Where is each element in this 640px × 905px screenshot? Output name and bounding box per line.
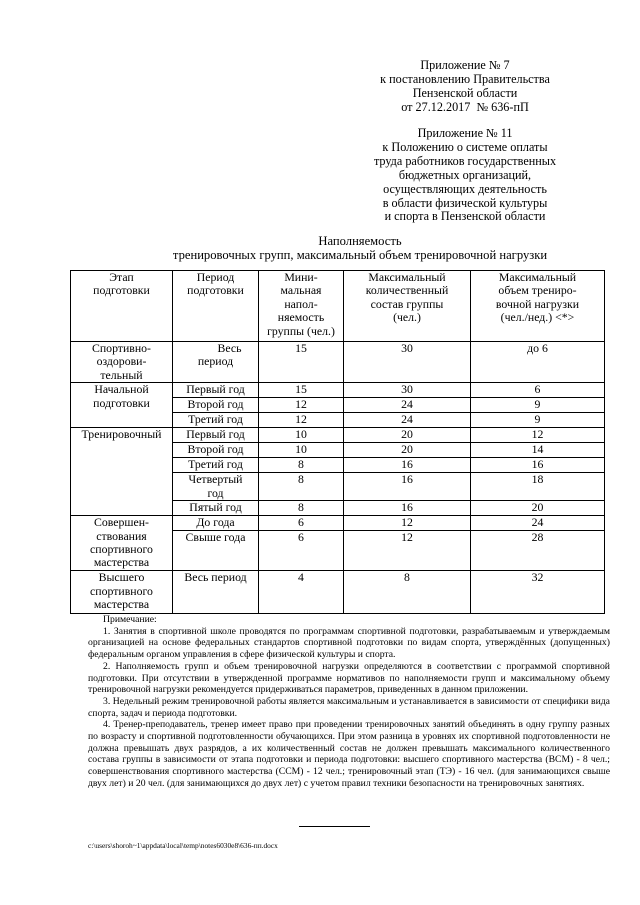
notes-section [88, 614, 610, 790]
period-cell [173, 473, 259, 501]
header2-line: труда работников государственных [373, 153, 557, 168]
period-cell [173, 342, 259, 383]
period-cell: Второй год [173, 398, 259, 413]
max-cell: 16 [344, 458, 471, 473]
header-line: (чел./нед.) <*> [500, 310, 575, 325]
header-line: Максимальный [498, 270, 577, 284]
appendix-header-1 [340, 59, 590, 115]
header1-line: от 27.12.2017 № 636-пП [401, 99, 529, 114]
stage-cell [71, 383, 173, 428]
note-item: 4. Тренер-преподаватель, тренер имеет право при проведении тренировочных занятий объединять в одну группу разных по возрасту и спортивной подготовленности обучающихся. При этом разница в уровнях их спортивной подготовленности не должна превышать двух разрядов, а их количественный состав не должен превышать максимального количественного состава группы в зависимости от этапа подготовки и периода подготовки: высшего спортивного мастерства (ВСМ) - 8 чел.; совершенствования спортивного мастерства (ССМ) - 12 чел.; тренировочный этап (ТЭ) - 16 чел. (для занимающихся свыше двух лет) и 20 чел. (для занимающихся до двух лет) с учетом правил техники безопасности на тренировочных занятиях. [88, 719, 610, 789]
table-row [71, 571, 605, 614]
min-cell: 8 [259, 458, 344, 473]
header-line: состав группы [370, 296, 444, 311]
load-cell: до 6 [471, 342, 605, 383]
header-line: Мини- [284, 270, 318, 284]
period-cell: Третий год [173, 458, 259, 473]
load-cell: 20 [471, 501, 605, 516]
max-cell: 16 [344, 501, 471, 516]
header2-line: бюджетных организаций, [398, 167, 532, 182]
header-line: мальная [280, 283, 322, 298]
load-cell: 12 [471, 428, 605, 443]
max-cell: 12 [344, 516, 471, 531]
header-line: Этап [109, 270, 134, 284]
stage-line: оздорови- [96, 354, 147, 369]
min-cell: 8 [259, 501, 344, 516]
table-row [71, 428, 605, 443]
period-cell: Первый год [173, 383, 259, 398]
header2-line: к Положению о системе оплаты [382, 139, 548, 154]
header2-line: и спорта в Пензенской области [384, 209, 546, 224]
header2-line: осуществляющих деятельность [383, 181, 547, 196]
period-cell: Первый год [173, 428, 259, 443]
stage-cell [71, 516, 173, 571]
max-cell: 30 [344, 342, 471, 383]
header1-line: Приложение № 7 [420, 58, 510, 72]
table-header-row [71, 271, 605, 342]
header-max-training-load [471, 271, 605, 342]
header1-line: к постановлению Правительства [380, 71, 550, 86]
max-cell: 20 [344, 443, 471, 458]
period-line: год [207, 485, 224, 500]
table-row [71, 383, 605, 398]
header-line: няемость [277, 310, 325, 325]
stage-line: спортивного [90, 583, 153, 598]
period-line: Четвертый [188, 472, 243, 487]
load-cell: 18 [471, 473, 605, 501]
header-line: Период [196, 270, 235, 284]
header-stage [71, 271, 173, 342]
load-cell: 16 [471, 458, 605, 473]
load-cell: 6 [471, 383, 605, 398]
stage-line: подготовки [93, 395, 150, 410]
stage-line: Совершен- [94, 515, 149, 530]
period-line: Весь [217, 341, 242, 355]
period-cell: До года [173, 516, 259, 531]
load-cell: 9 [471, 398, 605, 413]
max-cell: 24 [344, 398, 471, 413]
note-item: 3. Недельный режим тренировочной работы является максимальным и устанавливается в зависимости от специфики вида спорта, задач и периода подготовки. [88, 695, 610, 719]
stage-line: Начальной [94, 382, 149, 397]
header-max-group-size [344, 271, 471, 342]
stage-line: Тренировочный [81, 427, 162, 442]
period-cell: Пятый год [173, 501, 259, 516]
header2-line: Приложение № 11 [417, 126, 513, 140]
header-line: Максимальный [368, 270, 446, 284]
stage-line: мастерства [93, 555, 150, 570]
note-item: 2. Наполняемость групп и объем тренировочной нагрузки определяются в соответствии с программой спортивной подготовки. При отсутствии в утвержденной программе нормативов по наполняемости групп и максимальному объему тренировочной нагрузки рекомендуется придерживаться параметров, приведенных в данном приложении. [88, 660, 610, 696]
min-cell: 15 [259, 383, 344, 398]
min-cell: 6 [259, 531, 344, 571]
min-cell: 8 [259, 473, 344, 501]
period-cell: Третий год [173, 413, 259, 428]
header-period [173, 271, 259, 342]
occupancy-table [70, 270, 605, 614]
period-line: период [197, 354, 234, 369]
max-cell: 16 [344, 473, 471, 501]
min-cell: 10 [259, 428, 344, 443]
header-line: подготовки [93, 283, 150, 298]
period-cell: Второй год [173, 443, 259, 458]
notes-title: Примечание: [103, 614, 157, 625]
max-cell: 30 [344, 383, 471, 398]
header-line: напол- [284, 296, 318, 311]
file-path: c:\users\shoroh~1\appdata\local\temp\notes6030e8\636-пп.docx [88, 841, 278, 850]
header-line: подготовки [187, 283, 244, 298]
min-cell: 15 [259, 342, 344, 383]
min-cell: 12 [259, 398, 344, 413]
stage-cell [71, 342, 173, 383]
load-cell: 9 [471, 413, 605, 428]
load-cell: 32 [471, 571, 605, 614]
stage-line: мастерства [93, 597, 150, 612]
period-cell: Свыше года [173, 531, 259, 571]
load-cell: 28 [471, 531, 605, 571]
min-cell: 12 [259, 413, 344, 428]
header-line: вочной нагрузки [495, 296, 580, 311]
appendix-header-2 [345, 127, 585, 224]
stage-line: Спортивно- [91, 341, 151, 355]
header-line: количественный [365, 283, 449, 298]
min-cell: 6 [259, 516, 344, 531]
table-row [71, 342, 605, 383]
max-cell: 12 [344, 531, 471, 571]
stage-line: спортивного [90, 542, 153, 557]
period-cell: Весь период [173, 571, 259, 614]
document-title [150, 234, 570, 263]
load-cell: 24 [471, 516, 605, 531]
note-item: 1. Занятия в спортивной школе проводятся по программам спортивной подготовки, разрабатываемым и утверждаемым организацией на основе федеральных стандартов спортивной подготовки по видам спорта, утверждённых (допущенных) федеральным органом управления в сфере физической культуры и спорта. [88, 625, 610, 661]
max-cell: 20 [344, 428, 471, 443]
header1-line: Пензенской области [412, 85, 518, 100]
stage-cell [71, 571, 173, 614]
stage-line: ствования [96, 528, 147, 543]
title-line: Наполняемость [318, 234, 402, 248]
title-line: тренировочных групп, максимальный объем тренировочной нагрузки [172, 248, 548, 263]
stage-line: тельный [100, 367, 143, 382]
min-cell: 10 [259, 443, 344, 458]
header-min-occupancy [259, 271, 344, 342]
max-cell: 24 [344, 413, 471, 428]
max-cell: 8 [344, 571, 471, 614]
table-row [71, 516, 605, 531]
stage-line: Высшего [98, 570, 145, 585]
load-cell: 14 [471, 443, 605, 458]
header-line: (чел.) [393, 310, 421, 325]
header-line: объем трениро- [498, 283, 577, 298]
header-line: группы (чел.) [267, 323, 335, 338]
min-cell: 4 [259, 571, 344, 614]
stage-cell [71, 428, 173, 516]
separator-line [299, 826, 370, 827]
header2-line: в области физической культуры [382, 195, 548, 210]
